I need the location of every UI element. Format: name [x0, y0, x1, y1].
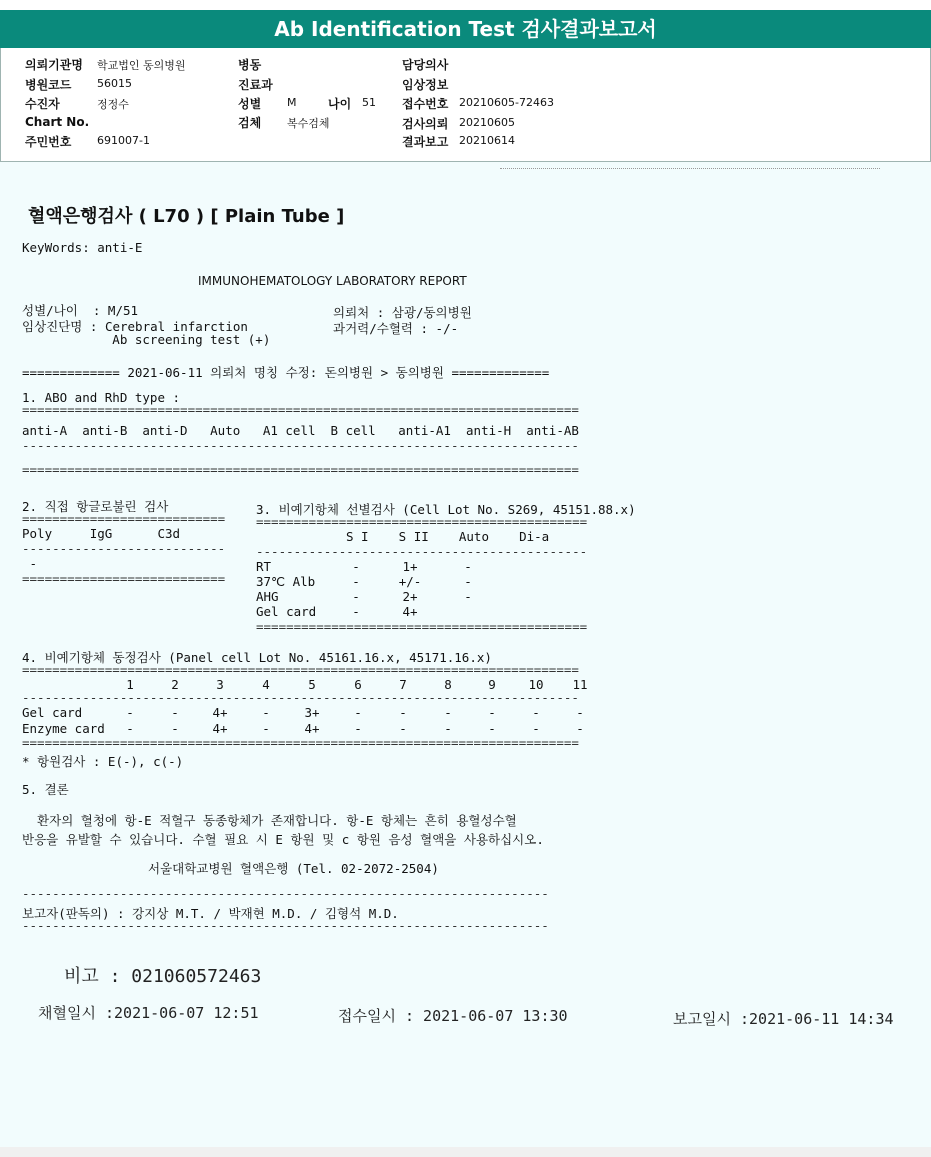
- patient-sex-age: 성별/나이 : M/51: [22, 303, 139, 318]
- reported-time: 보고일시 :2021-06-11 14:34: [673, 1010, 894, 1028]
- code-value: 56015: [97, 77, 132, 90]
- keywords: KeyWords: anti-E: [22, 240, 143, 255]
- conclusion-line2: 반응을 유발할 수 있습니다. 수혈 필요 시 E 항원 및 c 항원 음성 혈액을 사용하십시오.: [22, 832, 544, 847]
- rule: ===========================: [22, 511, 226, 526]
- section5-title: 5. 결론: [22, 782, 69, 797]
- section3-title: 3. 비예기항체 선별검사 (Cell Lot No. S269, 45151.88.x): [256, 502, 636, 517]
- specimen-value: 복수검체: [287, 117, 330, 130]
- blood-bank: 서울대학교병원 혈액은행 (Tel. 02-2072-2504): [148, 861, 439, 876]
- rule: ==========================================================================: [22, 735, 579, 750]
- patient-screening: Ab screening test (+): [22, 332, 271, 347]
- clinical-label: 임상정보: [402, 78, 449, 92]
- section3-cell-si: -: [352, 604, 360, 619]
- rule: --------------------------------------------------------------------------: [22, 690, 579, 705]
- section4-col-header: 5: [308, 677, 316, 692]
- section4-cell: -: [126, 705, 134, 720]
- sex-label: 성별: [238, 97, 262, 111]
- section3-cell-si: -: [352, 574, 360, 589]
- doctor-label: 담당의사: [402, 58, 449, 72]
- history: 과거력/수혈력 : -/-: [333, 321, 459, 336]
- section4-cell: -: [532, 721, 540, 736]
- footer-bar: [0, 1147, 931, 1157]
- ward-label: 병동: [238, 58, 262, 72]
- section3-cell-sii: 4+: [402, 604, 418, 619]
- section4-cell: -: [576, 721, 584, 736]
- section4-cell: 4+: [212, 705, 228, 720]
- sex-value: M: [287, 96, 297, 109]
- section4-col-header: 10: [528, 677, 544, 692]
- dept-label: 진료과: [238, 78, 273, 92]
- section3-cell-si: -: [352, 559, 360, 574]
- report-banner: Ab Identification Test 검사결과보고서: [0, 10, 931, 48]
- patient-diagnosis: 임상진단명 : Cerebral infarction: [22, 319, 248, 334]
- section4-cell: -: [126, 721, 134, 736]
- section3-cell-sii: 2+: [402, 589, 418, 604]
- section3-row-label: Gel card: [256, 604, 317, 619]
- rule: ============================================: [256, 619, 588, 634]
- reporters: 보고자(판독의) : 강지상 M.T. / 박재현 M.D. / 김형석 M.D.: [22, 906, 399, 921]
- patient-header: [0, 48, 931, 162]
- section4-col-header: 9: [488, 677, 496, 692]
- section2-headers: Poly IgG C3d: [22, 526, 181, 541]
- section3-row-label: RT: [256, 559, 272, 574]
- hospital-label: 의뢰기관명: [25, 58, 83, 72]
- section4-col-header: 1: [126, 677, 134, 692]
- received-time: 접수일시 : 2021-06-07 13:30: [338, 1007, 568, 1025]
- section4-cell: -: [399, 721, 407, 736]
- section4-row-label: Gel card: [22, 705, 83, 720]
- collected-time: 채혈일시 :2021-06-07 12:51: [38, 1004, 259, 1022]
- section4-cell: -: [354, 705, 362, 720]
- torn-edge: [500, 162, 880, 169]
- conclusion-line1: 환자의 혈청에 항-E 적혈구 동종항체가 존재합니다. 항-E 항체는 흔히 용혈성수혈: [22, 813, 517, 828]
- rule: ============================================: [256, 514, 588, 529]
- section4-col-header: 7: [399, 677, 407, 692]
- section3-headers: S I S II Auto Di-a: [346, 529, 550, 544]
- section3-cell-sii: 1+: [402, 559, 418, 574]
- section4-col-header: 4: [262, 677, 270, 692]
- section4-cell: -: [576, 705, 584, 720]
- section4-cell: 4+: [212, 721, 228, 736]
- section2-value: -: [22, 556, 38, 571]
- rule: ----------------------------------------------------------------------: [22, 886, 549, 901]
- report-date-label: 결과보고: [402, 135, 449, 149]
- age-label: 나이: [328, 97, 352, 111]
- correction-notice: ============= 2021-06-11 의뢰처 명칭 수정: 돈의병원 > 동의병원 =============: [22, 365, 550, 380]
- accession-label: 접수번호: [402, 97, 449, 111]
- section4-cell: -: [532, 705, 540, 720]
- section4-cell: -: [262, 721, 270, 736]
- section3-cell-auto: -: [464, 559, 472, 574]
- hospital-value: 학교법인 동의병원: [97, 59, 186, 72]
- section3-row-label: 37℃ Alb: [256, 574, 316, 589]
- receiver-label: 수진자: [25, 97, 60, 111]
- receiver-value: 정정수: [97, 98, 129, 111]
- section4-cell: -: [444, 705, 452, 720]
- section4-cell: -: [488, 705, 496, 720]
- lab-title: IMMUNOHEMATOLOGY LABORATORY REPORT: [198, 274, 467, 288]
- section1-headers: anti-A anti-B anti-D Auto A1 cell B cell anti-A1 anti-H anti-AB: [22, 423, 579, 438]
- code-label: 병원코드: [25, 78, 72, 92]
- rule: --------------------------------------------------------------------------: [22, 438, 579, 453]
- rule: --------------------------------------------: [256, 544, 588, 559]
- remark: 비고 : 021060572463: [64, 966, 262, 987]
- rule: ==========================================================================: [22, 662, 579, 677]
- request-label: 검사의뢰: [402, 117, 449, 131]
- specimen-label: 검체: [238, 116, 262, 130]
- rule: ----------------------------------------------------------------------: [22, 918, 549, 933]
- section4-col-header: 6: [354, 677, 362, 692]
- section3-row-label: AHG: [256, 589, 279, 604]
- referral-source: 의뢰처 : 삼광/동의병원: [333, 305, 472, 320]
- scanned-report: [0, 162, 931, 1147]
- accession-value: 20210605-72463: [459, 96, 554, 109]
- section4-cell: -: [488, 721, 496, 736]
- rule: ==========================================================================: [22, 462, 579, 477]
- rrn-label: 주민번호: [25, 135, 72, 149]
- section4-cell: 4+: [304, 721, 320, 736]
- antigen-test: * 항원검사 : E(-), c(-): [22, 754, 184, 769]
- rule: ==========================================================================: [22, 402, 579, 417]
- section4-title: 4. 비예기항체 동정검사 (Panel cell Lot No. 45161.16.x, 45171.16.x): [22, 650, 492, 665]
- section1-title: 1. ABO and RhD type :: [22, 390, 181, 405]
- rule: ===========================: [22, 571, 226, 586]
- section4-row-label: Enzyme card: [22, 721, 105, 736]
- rrn-value: 691007-1: [97, 134, 150, 147]
- section4-cell: -: [262, 705, 270, 720]
- section3-cell-si: -: [352, 589, 360, 604]
- age-value: 51: [362, 96, 376, 109]
- section3-cell-auto: -: [464, 589, 472, 604]
- section4-cell: -: [354, 721, 362, 736]
- section3-cell-auto: -: [464, 574, 472, 589]
- section4-col-header: 11: [572, 677, 588, 692]
- rule: ---------------------------: [22, 541, 226, 556]
- section4-col-header: 2: [171, 677, 179, 692]
- section4-col-header: 8: [444, 677, 452, 692]
- test-title: 혈액은행검사 ( L70 ) [ Plain Tube ]: [28, 206, 345, 227]
- section4-cell: -: [399, 705, 407, 720]
- report-date-value: 20210614: [459, 134, 515, 147]
- section4-cell: -: [171, 705, 179, 720]
- request-value: 20210605: [459, 116, 515, 129]
- chart-label: Chart No.: [25, 115, 90, 129]
- section4-cell: -: [444, 721, 452, 736]
- section2-title: 2. 직접 항글로불린 검사: [22, 499, 169, 514]
- section3-cell-sii: +/-: [398, 574, 422, 589]
- section4-col-header: 3: [216, 677, 224, 692]
- section4-cell: 3+: [304, 705, 320, 720]
- section4-cell: -: [171, 721, 179, 736]
